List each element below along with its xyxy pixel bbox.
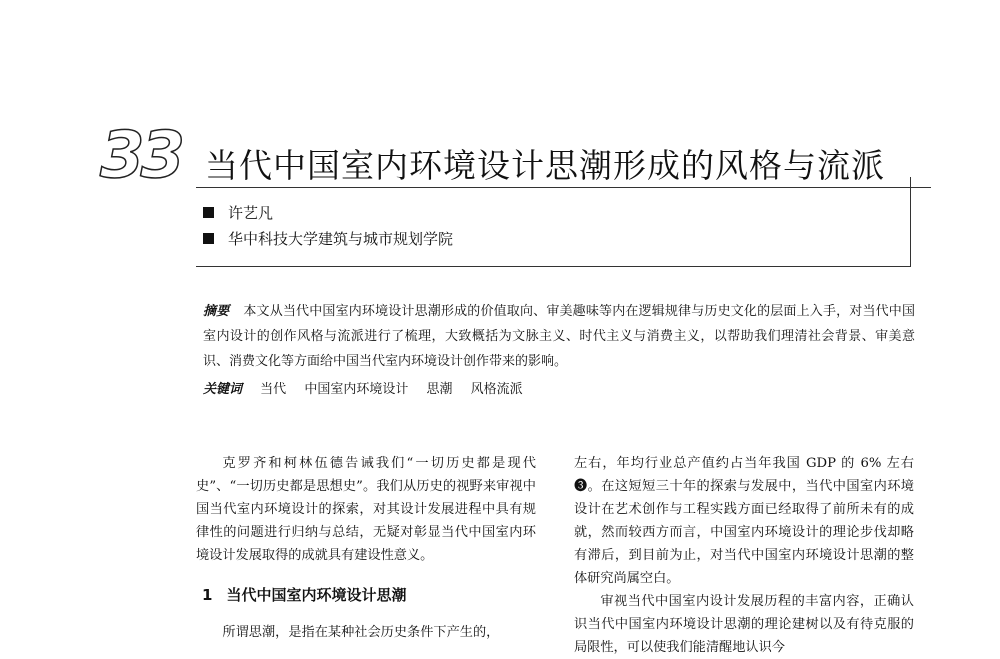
body-column-left xyxy=(196,452,536,644)
chapter-number: 33 xyxy=(100,119,182,193)
bullet-square-icon xyxy=(203,207,214,218)
keyword-item: 风格流派 xyxy=(470,382,523,397)
affiliation: 华中科技大学建筑与城市规划学院 xyxy=(228,230,454,248)
body-paragraph: 审视当代中国室内设计发展历程的丰富内容，正确认识当代中国室内环境设计思潮的理论建树以及有待克服的局限性，可以使我们能清醒地认识今 xyxy=(574,594,914,655)
keyword-item: 思潮 xyxy=(426,382,453,397)
section-heading xyxy=(196,584,536,607)
abstract-text: 本文从当代中国室内环境设计思潮形成的价值取向、审美趣味等内在逻辑规律与历史文化的层面上入手，对当代中国室内设计的创作风格与流派进行了梳理，大致概括为文脉主义、时代主义与消费主义，以帮助我们理清社会背景、审美意识、消费文化等方面给中国当代室内环境设计创作带来的影响。 xyxy=(203,304,915,369)
section-number: 1 xyxy=(202,586,213,604)
body-paragraph: 所谓思潮，是指在某种社会历史条件下产生的， xyxy=(222,625,500,640)
author-name: 许艺凡 xyxy=(228,204,274,222)
body-paragraph: 克罗齐和柯林伍德告诫我们“一切历史都是现代史”、“一切历史都是思想史”。我们从历史的视野来审视中国当代室内环境设计的探索，对其设计发展进程中具有规律性的问题进行归纳与总结，无疑对彰显当代中国室内环境设计发展取得的成就具有建设性意义。 xyxy=(196,456,536,563)
abstract xyxy=(203,299,915,374)
section-title: 当代中国室内环境设计思潮 xyxy=(226,586,407,604)
article-title: 当代中国室内环境设计思潮形成的风格与流派 xyxy=(205,146,885,185)
title-rule xyxy=(196,187,931,188)
keyword-item: 当代 xyxy=(260,382,287,397)
keywords xyxy=(203,377,537,402)
keyword-item: 中国室内环境设计 xyxy=(304,382,409,397)
keywords-label: 关键词 xyxy=(203,382,243,397)
abstract-label: 摘要 xyxy=(203,304,230,319)
body-column-right xyxy=(574,452,914,659)
bullet-square-icon xyxy=(203,233,214,244)
affiliation-line xyxy=(203,228,453,249)
body-paragraph: 左右，年均行业总产值约占当年我国 GDP 的 6% 左右❸。在这短短三十年的探索与发展中，当代中国室内环境设计在艺术创作与工程实践方面已经取得了前所未有的成就，然而较西方而言，中国室内环境设计的理论步伐却略有滞后，到目前为止，对当代中国室内环境设计思潮的整体研究尚属空白。 xyxy=(574,456,914,586)
header-vertical-rule xyxy=(910,177,911,267)
header-bottom-rule xyxy=(196,266,911,267)
author-line xyxy=(203,202,273,223)
